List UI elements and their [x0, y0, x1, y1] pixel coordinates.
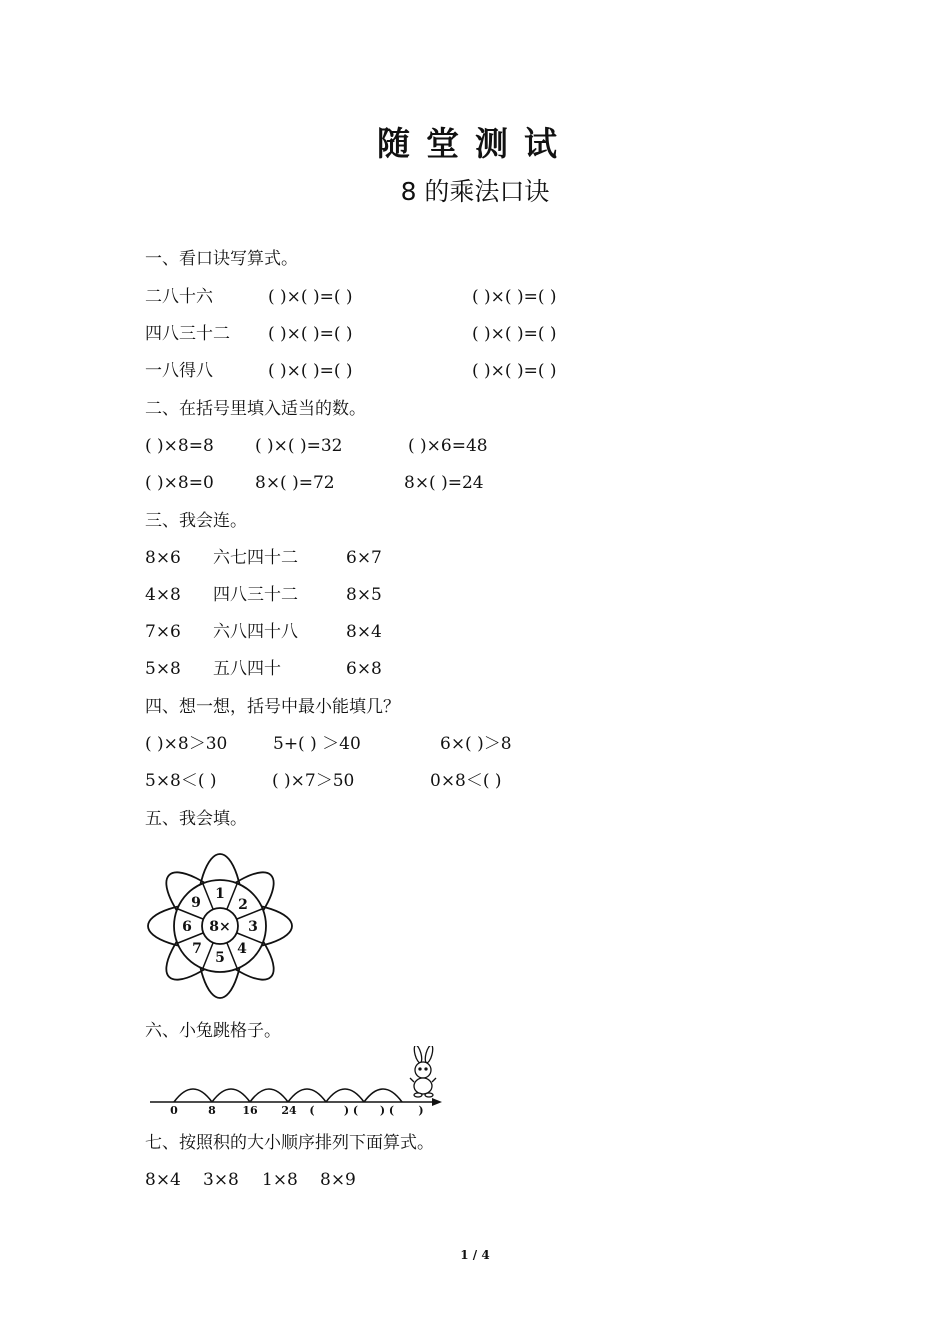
q4-item[interactable]: 0×8＜( )	[430, 771, 502, 791]
jump-arc	[288, 1089, 326, 1102]
jump-arc	[250, 1089, 288, 1102]
q3-right[interactable]: 8×5	[346, 585, 382, 605]
flower-center-label: 8×	[209, 919, 231, 935]
q3-rhyme[interactable]: 四八三十二	[213, 585, 298, 605]
page-subtitle: 8 的乘法口诀	[400, 177, 550, 206]
tick-blank[interactable]: )	[418, 1104, 424, 1117]
jump-arc	[364, 1089, 402, 1102]
q7-item[interactable]: 3×8	[203, 1170, 239, 1190]
q4-item[interactable]: ( )×8＞30	[145, 734, 228, 754]
page-number: 1 / 4	[460, 1248, 490, 1262]
tick-blank[interactable]: (	[309, 1104, 315, 1117]
flower-number: 9	[191, 895, 201, 911]
q3-rhyme[interactable]: 六八四十八	[213, 622, 298, 642]
q2-item[interactable]: ( )×8=8	[145, 436, 214, 456]
q3-left[interactable]: 4×8	[145, 585, 181, 605]
flower-number: 6	[182, 919, 192, 935]
rabbit-number-line	[148, 1046, 448, 1122]
q3-left[interactable]: 5×8	[145, 659, 181, 679]
q1-rhyme: 一八得八	[145, 361, 213, 381]
q6-heading: 六、小兔跳格子。	[145, 1021, 281, 1041]
q1-eq-blank[interactable]: ( )×( )=( )	[268, 324, 353, 344]
flower-number: 3	[248, 919, 258, 935]
q1-heading: 一、看口诀写算式。	[145, 249, 298, 269]
flower-number: 1	[215, 886, 225, 902]
q4-item[interactable]: ( )×7＞50	[272, 771, 355, 791]
q3-left[interactable]: 8×6	[145, 548, 181, 568]
q1-eq-blank[interactable]: ( )×( )=( )	[472, 287, 557, 307]
q3-right[interactable]: 6×8	[346, 659, 382, 679]
q2-heading: 二、在括号里填入适当的数。	[145, 399, 366, 419]
flower-number: 4	[237, 941, 247, 957]
q4-item[interactable]: 6×( )＞8	[440, 734, 512, 754]
page-title: 随堂测试	[377, 124, 573, 163]
q4-item[interactable]: 5×8＜( )	[145, 771, 217, 791]
q3-right[interactable]: 6×7	[346, 548, 382, 568]
q3-right[interactable]: 8×4	[346, 622, 382, 642]
q1-eq-blank[interactable]: ( )×( )=( )	[472, 361, 557, 381]
tick-blank[interactable]: ) (	[343, 1104, 359, 1117]
tick-label: 24	[281, 1104, 297, 1117]
q1-eq-blank[interactable]: ( )×( )=( )	[268, 287, 353, 307]
q7-item[interactable]: 8×4	[145, 1170, 181, 1190]
q7-heading: 七、按照积的大小顺序排列下面算式。	[145, 1133, 434, 1153]
q1-rhyme: 二八十六	[145, 287, 213, 307]
q7-item[interactable]: 8×9	[320, 1170, 356, 1190]
q2-item[interactable]: 8×( )=24	[404, 473, 484, 493]
q1-eq-blank[interactable]: ( )×( )=( )	[472, 324, 557, 344]
flower-number: 2	[238, 897, 248, 913]
q2-item[interactable]: 8×( )=72	[255, 473, 335, 493]
arrow-icon	[432, 1098, 442, 1106]
q1-eq-blank[interactable]: ( )×( )=( )	[268, 361, 353, 381]
flower-number: 5	[215, 950, 225, 966]
flower-number: 7	[192, 941, 202, 957]
q4-item[interactable]: 5+( ) ＞40	[273, 734, 361, 754]
tick-label: 16	[242, 1104, 258, 1117]
q3-rhyme[interactable]: 六七四十二	[213, 548, 298, 568]
q4-heading: 四、想一想，括号中最小能填几？	[145, 697, 400, 717]
jump-arc	[174, 1089, 212, 1102]
jump-arc	[326, 1089, 364, 1102]
multiplication-flower	[143, 850, 297, 1002]
q3-rhyme[interactable]: 五八四十	[213, 659, 281, 679]
q1-rhyme: 四八三十二	[145, 324, 230, 344]
q2-item[interactable]: ( )×( )=32	[255, 436, 343, 456]
q3-left[interactable]: 7×6	[145, 622, 181, 642]
q7-item[interactable]: 1×8	[262, 1170, 298, 1190]
jump-arc	[212, 1089, 250, 1102]
q5-heading: 五、我会填。	[145, 809, 247, 829]
tick-blank[interactable]: ) (	[379, 1104, 395, 1117]
q2-item[interactable]: ( )×6=48	[408, 436, 488, 456]
q3-heading: 三、我会连。	[145, 511, 247, 531]
tick-label: 0	[170, 1104, 178, 1117]
rabbit-icon	[410, 1046, 436, 1097]
q2-item[interactable]: ( )×8=0	[145, 473, 214, 493]
tick-label: 8	[208, 1104, 216, 1117]
